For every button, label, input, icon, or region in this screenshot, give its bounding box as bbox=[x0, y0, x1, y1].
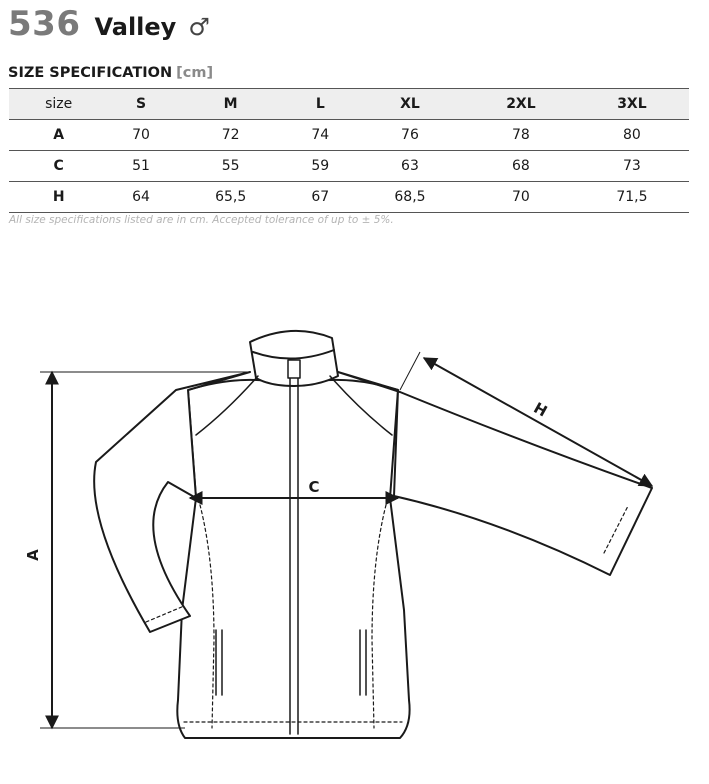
male-icon: ♂ bbox=[188, 13, 210, 41]
table-cell: 80 bbox=[575, 120, 689, 151]
table-cell: 64 bbox=[108, 182, 173, 213]
spec-unit: [cm] bbox=[176, 65, 214, 81]
column-header: M bbox=[174, 89, 288, 120]
table-cell: 65,5 bbox=[174, 182, 288, 213]
row-label: C bbox=[9, 151, 108, 182]
table-cell: 55 bbox=[174, 151, 288, 182]
table-cell: 68,5 bbox=[353, 182, 467, 213]
table-cell: 59 bbox=[288, 151, 353, 182]
table-cell: 70 bbox=[108, 120, 173, 151]
zipper-pull-icon bbox=[288, 360, 300, 378]
label-a: A bbox=[24, 549, 42, 561]
product-code: 536 bbox=[8, 4, 81, 44]
table-cell: 78 bbox=[467, 120, 575, 151]
row-label: A bbox=[9, 120, 108, 151]
column-header: 3XL bbox=[575, 89, 689, 120]
tolerance-note: All size specifications listed are in cm. Accepted tolerance of up to ± 5%. bbox=[9, 214, 394, 226]
table-cell: 51 bbox=[108, 151, 173, 182]
table-cell: 67 bbox=[288, 182, 353, 213]
jacket-body bbox=[177, 380, 409, 738]
label-h: H bbox=[530, 398, 551, 421]
spec-title-text: SIZE SPECIFICATION bbox=[8, 65, 173, 81]
column-header: L bbox=[288, 89, 353, 120]
table-cell: 76 bbox=[353, 120, 467, 151]
column-header: 2XL bbox=[467, 89, 575, 120]
table-cell: 74 bbox=[288, 120, 353, 151]
table-cell: 72 bbox=[174, 120, 288, 151]
column-header: S bbox=[108, 89, 173, 120]
product-name: Valley bbox=[94, 13, 177, 41]
row-label: H bbox=[9, 182, 108, 213]
table-cell: 73 bbox=[575, 151, 689, 182]
label-c: C bbox=[308, 478, 320, 496]
table-cell: 63 bbox=[353, 151, 467, 182]
table-cell: 70 bbox=[467, 182, 575, 213]
table-cell: 71,5 bbox=[575, 182, 689, 213]
column-header: XL bbox=[353, 89, 467, 120]
jacket-outline bbox=[94, 331, 652, 738]
table-cell: 68 bbox=[467, 151, 575, 182]
column-header: size bbox=[9, 89, 108, 120]
